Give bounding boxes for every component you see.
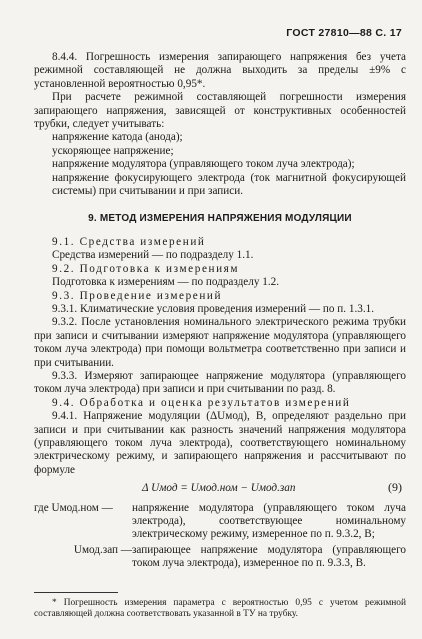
page-content — [34, 51, 406, 571]
where-definition-1 — [34, 502, 406, 542]
subsection-9-2-title: 9.2. Подготовка к измерениям — [52, 262, 240, 275]
where-key: где Uмод.ном — — [34, 501, 113, 514]
clause-9-3-3: 9.3.3. Измеряют запирающее напряжение модулятора (управляющего током луча электрода) при записи и при считывании по разд. 8. — [34, 369, 406, 396]
list-item: напряжение катода (анода); — [52, 131, 183, 144]
where-text: напряжение модулятора (управляющего током луча электрода), соответствующее номинальному электрическому режиму, измеренное по п. 9.3.2, В; — [132, 501, 406, 541]
calc-paragraph: При расчете режимной составляющей погрешности измерения запирающего напряжения, зависящей от конструктивных особенностей трубки, следует учитывать: — [34, 91, 406, 131]
where-definition-2 — [34, 544, 406, 571]
subsection-9-3-title: 9.3. Проведение измерений — [52, 289, 223, 302]
where-key: Uмод.зап — — [73, 543, 132, 556]
running-header: ГОСТ 27810—88 С. 17 — [286, 27, 402, 39]
where-text: запирающее напряжение модулятора (управляющего током луча электрода), измеренное по п. 9.3.3, В. — [132, 543, 406, 570]
clause-9-3-1: 9.3.1. Климатические условия проведения измерений — по п. 1.3.1. — [52, 302, 375, 315]
clause-8-4-4: 8.4.4. Погрешность измерения запирающего напряжения без учета режимной составляющей не должна выходить за пределы ±9% с установленной вероятностью 0,95*. — [34, 51, 406, 90]
list-item: напряжение модулятора (управляющего током луча электрода); — [52, 158, 355, 171]
formula-9 — [34, 481, 406, 495]
clause-9-4-1: 9.4.1. Напряжение модуляции (ΔUмод), В, определяют раздельно при записи и при считывании как разность значений напряжения модулятора (управляющего током луча электрода), соответствующего номинальному электрическому режиму, и запирающего напряжения и рассчитывают по формуле — [34, 410, 406, 476]
formula-expression: Δ Uмод = Uмод.ном − Uмод.зап — [142, 482, 296, 495]
section-heading-9: 9. МЕТОД ИЗМЕРЕНИЯ НАПРЯЖЕНИЯ МОДУЛЯЦИИ — [88, 213, 352, 225]
clause-9-3-2: 9.3.2. После установления номинального электрического режима трубки при записи и считывании измеряют напряжение модулятора (управляющего током луча электрода) при помощи вольтметра соответственно при записи и при считывании. — [34, 316, 406, 369]
list-item: ускоряющее напряжение; — [52, 144, 174, 157]
formula-number: (9) — [388, 480, 402, 495]
footnote-rule — [34, 592, 118, 593]
list-item: напряжение фокусирующего электрода (ток магнитной фокусирующей системы) при считывании и при записи. — [52, 171, 406, 198]
subsection-9-4-title: 9.4. Обработка и оценка результатов измерений — [52, 396, 351, 409]
subsection-9-1-text: Средства измерений — по подразделу 1.1. — [52, 249, 254, 262]
footnote: * Погрешность измерения параметра с вероятностью 0,95 с учетом режимной составляющей должна соответствовать указанной в ТУ на трубку. — [34, 598, 406, 620]
subsection-9-2-text: Подготовка к измерениям — по подразделу 1.2. — [52, 276, 280, 289]
subsection-9-1-title: 9.1. Средства измерений — [52, 235, 206, 248]
